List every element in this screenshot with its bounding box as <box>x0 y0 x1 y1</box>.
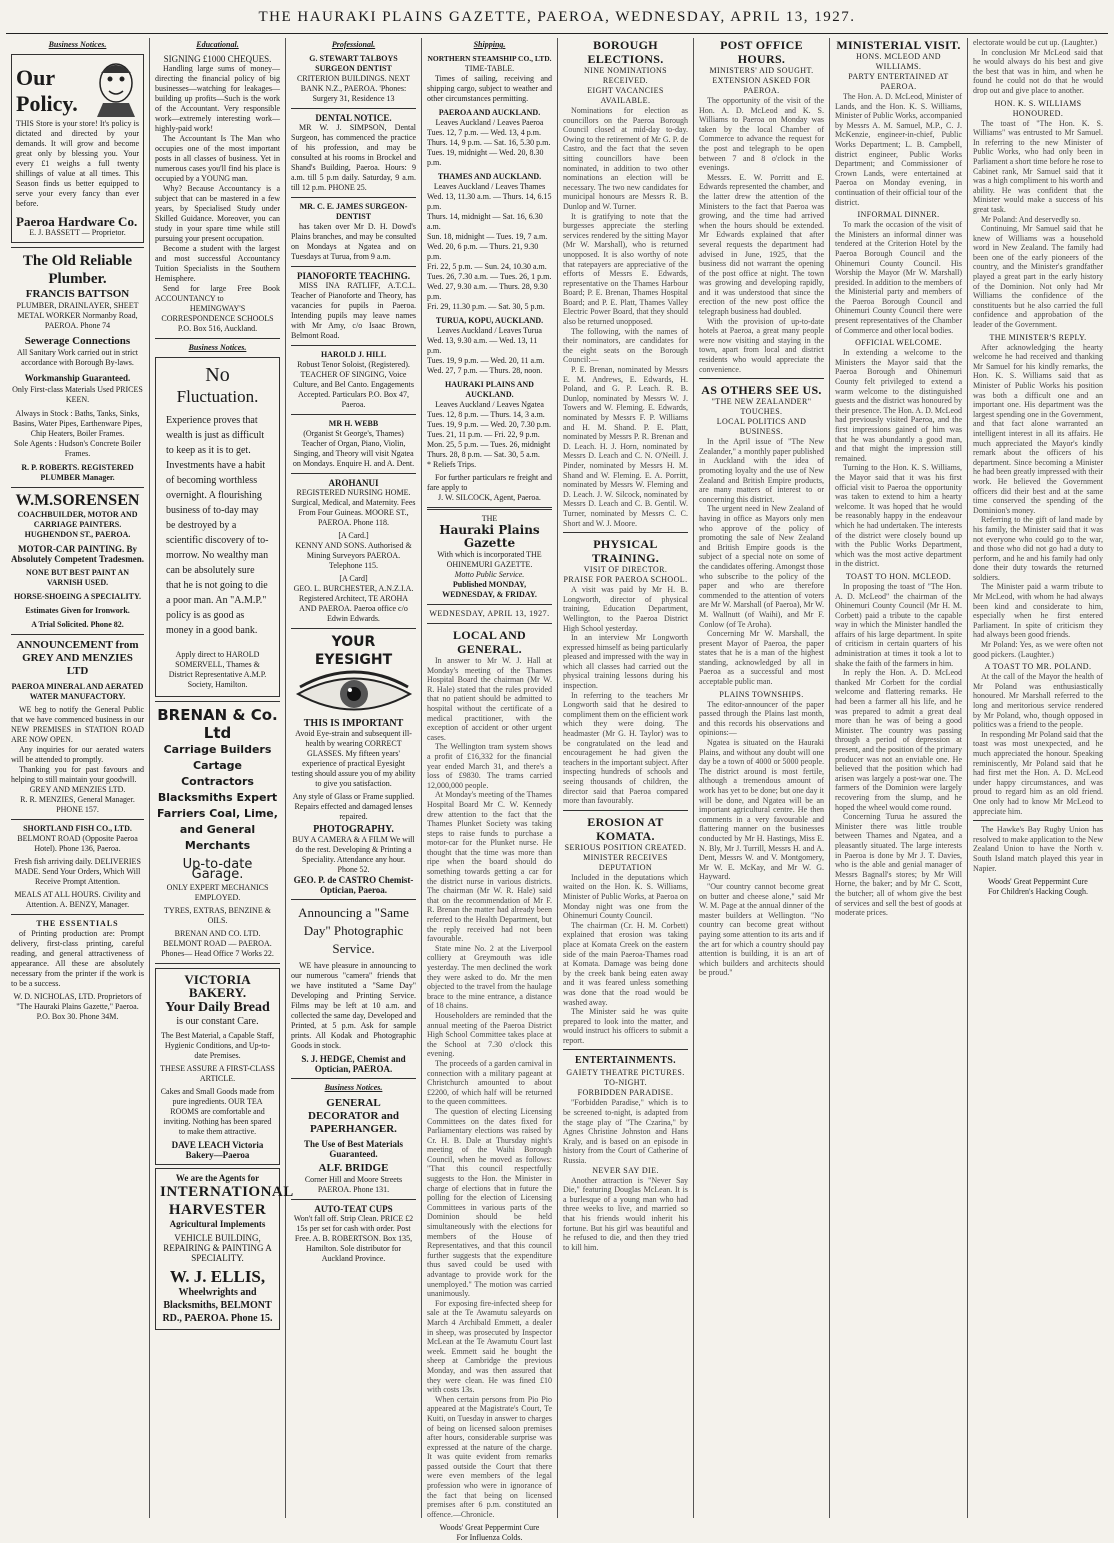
times-text: Times of sailing, receiving and shipping cargo, subject to weather and other circumstances permitting. <box>427 74 552 103</box>
hill-name: HAROLD J. HILL <box>320 350 387 359</box>
article-paragraph: Mr Poland: Yes, as we were often not good pickers. (Laughter.) <box>973 640 1103 659</box>
minister-subheading: MINISTER RECEIVES DEPUTATION <box>583 852 668 872</box>
serious-subheading: SERIOUS POSITION CREATED. <box>564 842 687 852</box>
ta-row: Wed. 20, 6 p.m. — Thurs. 21, 9.30 p.m. <box>427 242 539 261</box>
motorcar-text: MOTOR-CAR PAINTING. By Absolutely Competent Tradesmen. <box>11 544 144 564</box>
article-paragraph: After acknowledging the hearty welcome he had received and thanking Mr Samuel for his kindly remarks, the Hon. K. S. Williams said that as Minister of Public Works his position was both a difficult one and an important one. His department was the largest spending one in the Government, and that fact alone warranted an intelligent interest in all its affairs. He much appreciated the Mayor's kindly remark about the officers of his department. Since becoming a Minister he had been greatly impressed with their work. He believed the Government officers did their best and at the same time conserved the spending of the Dominion's money. <box>973 342 1103 515</box>
article-paragraph: Ngatea is situated on the Hauraki Plains, and without any doubt will one day be a town of 4000 or 5000 people. The district around is most fertile, although a tremendous amount of work has yet to be done; but one day it will be done, and Ngatea will be an important agricultural centre. He then comments in a very favourable and flattering manner on the businesses conducted by Mr H. Hastings, Miss E. N. Bly, Mr J. Turrill, Messrs H. and A. Dent, Messrs W. and V. Montgomery, Mr W. E. McKay, and Mr W. G. Hayward. <box>699 738 824 882</box>
article-paragraph: Another attraction is "Never Say Die," featuring Douglas McLean. It is a burlesque of a young man who had three weeks to live, and married so that his friends would inherit his fortune. But his girl was beautiful and he refused to die, and then they tried to kill him. <box>563 1175 688 1252</box>
column-4 <box>422 38 558 1543</box>
hardware-name: Paeroa Hardware Co. <box>16 214 138 229</box>
hp-row: Tues. 12, 8 p.m. — Thurs. 14, 3 a.m. <box>427 410 545 419</box>
column-2 <box>150 38 294 1518</box>
burchester-text: GEO. L. BURCHESTER, A.N.Z.I.A. Registered Architect, TE AROHA AND PAEROA. Paeroa office c/o Edwin Edwards. <box>293 584 414 623</box>
article-paragraph: Turning to the Hon. K. S. Williams, the Mayor said that it was his first official visit to Paeroa the opportunity was taken to extend to him a hearty welcome. It was hoped that he would be reasonably happy in the endeavour which he had undertaken. The interests of the district were closely bound up with the Public Works Department, which was the most active department in the district. <box>835 463 962 569</box>
menzies-text: R. R. MENZIES, General Manager. PHONE 157. <box>20 795 135 814</box>
forbidden-subheading: FORBIDDEN PARADISE. <box>577 1088 674 1098</box>
castro-text: GEO. P. de CASTRO Chemist-Optician, Paeroa. <box>293 875 414 895</box>
tk-columns: Leaves Auckland / Leaves Turua <box>437 326 542 335</box>
article-paragraph: Included in the deputations which waited on the Hon. K. S. Williams, Minister of Public Works, at Paeroa on Monday night was one from the Ohinemuri County Council. <box>563 872 688 921</box>
column-7 <box>830 38 968 1518</box>
hill-text: Robust Tenor Soloist, (Registered). TEACHER OF SINGING, Voice Culture, and Bel Canto. Engagements Accepted. Particulars P.O. Box 47, Paeroa. <box>293 360 414 409</box>
garage-heading: Up-to-date Garage. <box>182 857 253 882</box>
sorensen-trade: COACHBUILDER, MOTOR AND CARRIAGE PAINTERS. HUGHENDON ST., PAEROA. <box>17 510 138 539</box>
send-text: Send for large Free Book ACCOUNTANCY to <box>155 284 280 303</box>
james-name: MR. C. E. JAMES SURGEON-DENTIST <box>299 202 408 221</box>
article-paragraph: Messrs. E. W. Porritt and E. Edwards represented the chamber, and the latter drew the attention of the Ministers to the fact that Paeroa was growing, and the time had arrived when the hours should be extended. Mr Edwards explained that after several requests the department had advised in June, 1925, that the business did not warrant the opening of the post office at night. The town was growing and developing rapidly, and it was understood that since the erection of the new post office the telegraph business had doubled. <box>699 172 824 317</box>
plains-subheading: PLAINS TOWNSHIPS. <box>719 689 804 699</box>
caricature-illustration <box>93 59 139 117</box>
ta-row: Tues. 26, 7.30 a.m. — Tues. 26, 1 p.m. <box>427 272 552 281</box>
woods-ad: Woods' Great Peppermint Cure <box>988 877 1088 887</box>
praise-subheading: PRAISE FOR PAEROA SCHOOL. <box>563 575 688 585</box>
woods-ad-sub: For Children's Hacking Cough. <box>987 887 1089 897</box>
article-paragraph: In extending a welcome to the Ministers the Mayor said that the Paeroa Borough and Ohinemuri County felt privileged to extend a warm welcome to the distinguished guests and the district was honoured by their presence. The Hon. A. D. McLeod had previously visited Paeroa, and the first impressions gained of him was that he was abundantly a good man, and that might the impression still remained. <box>835 348 962 463</box>
plumber-heading: The Old Reliable Plumber. <box>22 253 133 287</box>
fluctuation-heading: Fluctuation. <box>176 387 259 406</box>
ellis-name: W. J. ELLIS, <box>169 1267 266 1286</box>
roberts-text: R. P. ROBERTS. REGISTERED PLUMBER Manager. <box>21 463 134 482</box>
article-paragraph: The Hawke's Bay Rugby Union has resolved to make application to the New Zealand Union to have the North v. South Island match played this year in Napier. <box>973 825 1103 873</box>
article-paragraph: P. E. Brenan, nominated by Messrs E. M. Andrews, E. Edwards, H. Poland, and G. P. Leach. R. B. Dunlop, nominated by Messrs W. J. Towers and W. Fleming. E. Edwards, nominated by Messrs F. P. Williams and H. M. Shand. P. E. Platt, nominated by Messrs P. R. Brenan and D. Leach. H. J. Horn, nominated by Messrs D. Leach and C. N. O'Neill. J. Pinder, nominated by Messrs H. M. Shand and W. Fleming. E. A. Porritt, nominated by Messrs W. Fleming and D. Leach. J. W. Silcock, nominated by Messrs D. Leach and C. B. Gentil. W. Turner, nominated by Messrs C. C. Short and W. J. Moore. <box>563 365 688 528</box>
essentials-heading: THE ESSENTIALS <box>36 919 119 928</box>
article-paragraph: The Minister paid a warm tribute to Mr McLeod, with whom he had always been kind and considerate to him, especially when he first entered Parliament. In spite of criticism they had always been good friends. <box>973 582 1103 640</box>
northern-heading: NORTHERN STEAMSHIP CO., LTD. <box>427 54 552 63</box>
card-label: [A Card.] <box>338 531 369 540</box>
victoria-heading: VICTORIA BAKERY. <box>184 972 251 1000</box>
column-6 <box>694 38 830 1518</box>
essentials-text: of Printing production are: Prompt delivery, first-class printing, careful reading, and general attractiveness of appearance. All these are absolutely necessary from the printer if the work is to be a success. <box>11 929 144 988</box>
gm-text: GREY AND MENZIES LTD. <box>29 785 126 794</box>
silcock-text: J. W. SILCOCK, Agent, Paeroa. <box>438 493 541 502</box>
leach-text: DAVE LEACH Victoria Bakery—Paeroa <box>171 1140 264 1160</box>
agents-text: We are the Agents for <box>175 1173 260 1183</box>
sorensen-name: W.M.SORENSEN <box>15 492 140 509</box>
aid-subheading: MINISTERS' AID SOUGHT. <box>709 66 814 75</box>
amp-ad <box>155 357 280 697</box>
talboys-name: G. STEWART TALBOYS SURGEON DENTIST <box>309 54 398 73</box>
honoured-subheading: HON. K. S. WILLIAMS HONOURED. <box>994 98 1082 118</box>
teat-heading: AUTO-TEAT CUPS <box>314 1204 393 1214</box>
important-heading: THIS IS IMPORTANT <box>303 718 404 729</box>
post-office-heading: POST OFFICE HOURS. <box>720 38 803 66</box>
local-paragraph: At Monday's meeting of the Thames Hospital Board Mr C. W. Kennedy drew attention to the fact that the Thames Plunket Society was taking steps to raise funds to purchase a motor-car for the Plunket nurse. He thought that the time was more than ripe when the board should do something towards getting a car for the district nurse in various districts. The chairman (Mr W. R. Hale) said that on the recommendation of Mr F. R. Brenan the matter had already been referred to the Health Department, but the reply received had not been favourable. <box>427 790 552 944</box>
tk-row: Wed. 27, 7 p.m. — Thurs. 28, noon. <box>427 366 543 375</box>
our-policy-heading: Our Policy. <box>16 65 78 116</box>
tyres-text: TYRES, EXTRAS, BENZINE & OILS. <box>164 906 271 925</box>
fluctuation-text: Experience proves that wealth is just as difficult to keep as it is to get. Investments have a habit of becoming worthless overnight. A flourishing business of to-day may be destroyed by a scientific discovery of to-morrow. No wealthy man can be absolutely sure that he is not going to die a poor man. An "A.M.P." policy is as good as money in a good bank. <box>166 415 269 636</box>
battson-name: FRANCIS BATTSON <box>25 288 130 300</box>
article-paragraph: The Hon. A. D. McLeod, Minister of Lands, and the Hon. K. S. Williams, Minister of Public Works, accompanied by Messrs A. M. Samuel, M.P., C. J. McKenzie, engineer-in-chief, Public Works Department; L. B. Campbell, district engineer, Public Works Department; and Commissioner of Crown Lands, were entertained at Paeroa on Monday evening, in continuation of their official tour of the district. <box>835 92 962 207</box>
hardware-ad <box>11 54 144 243</box>
article-paragraph: Referring to the gift of land made by his family, the Minister said that it was not everyone who could go to the war, and those who did not go had a duty to perform, and he and his family had only done their duty towards the returned soldiers. <box>973 515 1103 582</box>
ta-columns: Leaves Auckland / Leaves Thames <box>433 182 546 191</box>
implements-text: Agricultural Implements <box>169 1219 266 1229</box>
local-paragraph: For exposing fire-infected sheep for sale at the Te Awamutu saleyards on March 4 Archibald Emmett, a dealer in sheep, was prosecuted by Inspector McLean at the Te Awamutu Court last week. Emmett said he bought the sheep at Cambridge the previous Monday, and was then assured that they were clean. He was fined £10 with costs 13s. <box>427 1298 552 1395</box>
hp-row: Tues. 19, 9 p.m. — Wed. 20, 7.30 p.m. <box>427 420 552 429</box>
section-heading: Business Notices. <box>324 1083 383 1092</box>
dental-heading: DENTAL NOTICE. <box>315 113 392 123</box>
horse-text: HORSE-SHOEING A SPECIALITY. <box>13 592 142 601</box>
local-paragraph: Householders are reminded that the annual meeting of the Paeroa District High School Committee takes place at the School at 7.30 o'clock this evening. <box>427 1010 552 1059</box>
stock-text: Always in Stock : Baths, Tanks, Sinks, Basins, Water Pipes, Earthenware Pipes, Chip Heaters, Boiler Frames. <box>12 409 143 438</box>
victoria-bakery-ad <box>155 968 280 1165</box>
vehicle-text: VEHICLE BUILDING, REPAIRING & PAINTING A SPECIALITY. <box>163 1233 272 1263</box>
workmanship-heading: Workmanship Guaranteed. <box>24 373 131 383</box>
hp-columns: Leaves Auckland / Leaves Ngatea <box>435 400 544 409</box>
article-paragraph: The editor-announcer of the paper passed through the Plains last month, and this records his observations and opinions:— <box>699 699 824 738</box>
hedge-text: S. J. HEDGE, Chemist and Optician, PAEROA. <box>301 1054 406 1074</box>
poland-subheading: A TOAST TO MR. POLAND. <box>984 662 1092 672</box>
cheques-text: Handling large sums of money—directing the financial policy of big businesses—watching for leakages—building up profits—Such is the work of the Accountant. Very responsible work—extremely interesting work—highly-paid work! <box>155 64 280 133</box>
piano-heading: PIANOFORTE TEACHING. <box>296 271 411 281</box>
become-text: Become a student with the largest and most successful Accountancy Tuition Specialists in the Southern Hemisphere. <box>155 244 280 283</box>
mechanics-text: ONLY EXPERT MECHANICS EMPLOYED. <box>166 883 269 902</box>
cakes-text: Cakes and Small Goods made from pure ingredients. OUR TEA ROOMS are comfortable and inviting. Nothing has been spared to make them attractive. <box>160 1087 275 1136</box>
arohanui-text: REGISTERED NURSING HOME. Surgical, Medical, and Maternity. Fees From Four Guineas. MOORE ST., PAEROA. Phone 118. <box>291 488 416 527</box>
announcement-heading: ANNOUNCEMENT from GREY AND MENZIES LTD <box>16 639 139 677</box>
nicholas-text: W. D. NICHOLAS, LTD. Proprietors of "The Hauraki Plains Gazette," Paeroa. P.O. Box 30. Phone 34M. <box>13 992 142 1021</box>
article-paragraph: In reply the Hon. A. D. McLeod thanked Mr Corbett for the cordial welcome and flattering remarks. He had been a farmer all his life, and he was prepared to admit a great deal more than he was of being a good Minister. The country was passing through a period of depression at present, and the position of the primary producer was not an enviable one. He believed that the position which had arisen was largely a post-war one. The farmers of the Dominion were largely recovering from the slump, and he hoped the wheel would come round. <box>835 668 962 812</box>
fish-text: Fresh fish arriving daily. DELIVERIES MADE. Send Your Orders, Which Will Receive Prompt Attention. <box>14 857 141 886</box>
informal-subheading: INFORMAL DINNER. <box>857 210 940 220</box>
style-text: Any style of Glass or Frame supplied. Repairs effected and damaged lenses repaired. <box>292 792 415 821</box>
local-subheading: LOCAL POLITICS AND BUSINESS. <box>716 417 807 437</box>
section-heading: Shipping. <box>473 40 506 49</box>
welcome-subheading: OFFICIAL WELCOME. <box>855 338 942 348</box>
card-label: [A Card] <box>339 574 368 583</box>
meals-text: MEALS AT ALL HOURS. Civility and Attention. A. BENZY, Manager. <box>14 890 141 909</box>
article-paragraph: Nominations for election as councillors on the Paeroa Borough Council closed at mid-day to-day. Owing to the retirement of Mr G. P. de Castro, and the fact that the seven sitting councillors have been nominated, in addition to two other nominations an election will be necessary. The two new candidates for municipal honours are Messrs R. B. Dunlop and W. Turner. <box>563 106 688 211</box>
ellis-ad <box>155 1168 294 1330</box>
article-paragraph: In an interview Mr Longworth expressed himself as being particularly pleased and impressed with the way in which all classes had carried out the physical training lessons during his inspection. <box>563 633 688 691</box>
ext-subheading: EXTENSION ASKED FOR PAEROA. <box>712 76 811 95</box>
apply-text: Apply direct to HAROLD SOMERVELL, Thames & District Representative A.M.P. Society, Hamilton. <box>168 650 267 689</box>
nz-subheading: "THE NEW ZEALANDER" TOUCHES. <box>711 397 812 417</box>
column-5 <box>558 38 694 1518</box>
article-paragraph: The chairman (Cr. H. M. Corbett) explained that erosion was taking place at Komata Creek on the eastern side of the main Paeroa-Thames road at Komata. Damage was being done by the creek bank being eaten away and it was feared unless something was done that the road would be washed away. <box>563 920 688 1007</box>
ta-row: Wed. 13, 11.30 a.m. — Thurs. 14, 6.15 p.m. <box>427 192 552 211</box>
article-paragraph: "Our country cannot become great on butter and cheese alone," said Mr W. M. Page at the annual dinner of the master builders at Wellington. "No country can become great without paying some attention to its arts and if the art for which a country should pay attention is building, it is an art of which builders and architects should be proud." <box>699 881 824 978</box>
never-subheading: NEVER SAY DIE. <box>592 1165 659 1175</box>
column-3 <box>286 38 422 1518</box>
section-heading: Business Notices. <box>48 40 107 49</box>
erosion-heading: EROSION AT KOMATA. <box>587 814 664 843</box>
pa-heading: PAEROA AND AUCKLAND. <box>438 108 541 117</box>
james-text: has taken over Mr D. H. Dowd's Plains branches, and may be consulted on Mondays at Ngatea and on Tuesdays at Turua, from 9 a.m. <box>291 222 416 261</box>
article-paragraph: The Minister said he was quite prepared to look into the matter, and would instruct his officers to submit a report. <box>563 1007 688 1045</box>
section-heading: Educational. <box>196 40 239 49</box>
hp-row: Mon. 25, 5 p.m. — Tues. 26, midnight <box>427 440 551 449</box>
gazette-title: Hauraki Plains Gazette <box>439 523 540 550</box>
brenan-phones: Phones— Head Office 7 Works 22. <box>161 949 274 958</box>
workmanship-text: Only First-class Materials Used PRICES KEEN. <box>12 385 143 404</box>
ministerial-heading: MINISTERIAL VISIT. <box>836 38 961 52</box>
reply-subheading: THE MINISTER'S REPLY. <box>989 332 1087 342</box>
article-paragraph: Mr Poland: And deservedly so. <box>981 214 1081 224</box>
pa-columns: Leaves Auckland / Leaves Paeroa <box>435 118 544 127</box>
dental-text: MR W. J. SIMPSON, Dental Surgeon, has commenced the practice of his profession, and may be consulted at his rooms in Brockel and Shand's Building, Paeroa. Hours: 9 a.m. till 5 p.m daily. Saturday, 9 a.m. till 12 p.m. PHONE 25. <box>291 123 416 192</box>
article-paragraph: electorate would be cut up. (Laughter.) <box>973 38 1098 47</box>
ironwork-text: Estimates Given for Ironwork. <box>25 606 130 615</box>
arohanui-heading: AROHANUI <box>328 478 379 488</box>
pa-row: Tues. 12, 7 p.m. — Wed. 13, 4 p.m. <box>427 128 542 137</box>
policy-text: THIS Store is your store! It's policy is dictated and directed by your demands. It will grow and become great only by blessing you. Your every £1 weighs a full twenty shillings of value at all times. This Season finds us better equipped to serve your every fancy than ever before. <box>16 119 139 208</box>
tonight-subheading: TO-NIGHT. <box>603 1078 648 1088</box>
published-text: Published MONDAY, WEDNESDAY, & FRIDAY. <box>442 580 537 599</box>
mineral-heading: PAEROA MINERAL AND AERATED WATER MANUFACTORY. <box>11 682 144 701</box>
hp-row: Tues. 21, 11 p.m. — Fri. 22, 9 p.m. <box>427 430 540 439</box>
section-heading: Business Notices. <box>188 343 247 352</box>
physical-heading: PHYSICAL TRAINING. <box>591 537 660 566</box>
issue-date: WEDNESDAY, APRIL 13, 1927. <box>429 609 550 618</box>
party-subheading: PARTY ENTERTAINED AT PAEROA. <box>848 72 949 91</box>
timetable-heading: TIME-TABLE. <box>464 64 515 73</box>
woods-ad-sub: For Influenza Colds. <box>456 1533 523 1543</box>
materials-text: The Use of Best Materials Guaranteed. <box>304 1139 403 1159</box>
agents-text: Sole Agents : Hudson's Concrete Boiler Frames. <box>14 439 141 458</box>
local-heading: LOCAL AND GENERAL. <box>452 628 527 656</box>
bridge-address: Corner Hill and Moore Streets PAEROA. Phone 131. <box>304 1175 403 1194</box>
photo-text: BUY A CAMERA & A FILM We will do the rest. Developing & Printing a Speciality. Attendance any hour. Phone 52. <box>292 835 415 874</box>
gaiety-subheading: GAIETY THEATRE PICTURES. <box>566 1068 685 1078</box>
motto-text: Motto Public Service. <box>454 570 525 579</box>
battson-trade: PLUMBER, DRAINLAYER, SHEET METAL WORKER Normanby Road, PAEROA. Phone 74 <box>16 301 139 330</box>
entertainments-heading: ENTERTAINMENTS. <box>575 1055 676 1067</box>
sameday-text: WE have pleasure in announcing to our numerous "camera" friends that we have instituted a "Same Day" Developing and Printing Service. Films may be left at 10 a.m. and collected the same day, Developed and Printed, at 5 p.m. Ask for sample prints. All Kodak and Photographic Goods in stock. <box>291 961 416 1050</box>
paint-text: NONE BUT BEST PAINT AN VARNISH USED. <box>26 568 129 587</box>
decorator-heading: GENERAL DECORATOR and PAPERHANGER. <box>308 1097 399 1135</box>
article-paragraph: The following, with the names of their nominators, are candidates for the eight seats on the Borough Council:— <box>563 326 688 365</box>
best-text: The Best Material, a Capable Staff, Hygienic Conditions, and Up-to-date Premises. <box>161 1031 274 1060</box>
article-paragraph: In the April issue of "The New Zealander," a monthly paper published in Auckland with the idea of promoting loyalty and the use of New Zealand and British Empire products, are many matters of interest to or concerning this district. <box>699 437 824 504</box>
brenan-lines: Carriage Builders Cartage Contractors Blacksmiths Expert Farriers Coal, Lime, and General Merchants <box>157 743 278 852</box>
article-paragraph: The urgent need in New Zealand of having in office as Mayors only men who approve of the policy of promoting the sale of New Zealand and British Empire goods is the subject of a special note on some of the candidates offering. Amongst those who subscribe to the policy of the paper and who are therefore commended to the attention of voters are Mr W. Marshall (of Paeroa), Mr W. M. Wallnutt (of Waihi), and Mr F. Conlow (of Te Aroha). <box>699 504 824 629</box>
bread-heading: Your Daily Bread <box>165 1000 270 1015</box>
section-heading: Professional. <box>331 40 376 49</box>
local-paragraph: State mine No. 2 at the Liverpool colliery at Greymouth was idle yesterday. The men declined the work they were asked to do. Mr the men objected to the travel from the haulage brace to the mine entrance, a distance of 18 chains. <box>427 943 552 1011</box>
article-paragraph: The toast of "The Hon. K. S. Williams" was entrusted to Mr Samuel. In referring to the new Minister of Public Works, who had only been in Parliament a short time before he rose to Cabinet rank, Mr Samuel said that it was a high compliment to his worth and ability. He was confident that the Minister would make a success of his great task. <box>973 118 1103 214</box>
article-paragraph: "Forbidden Paradise," which is to be screened to-night, is adapted from the stage play of "The Czarina," by Agnes Christine Johnston and Hans Kraly, and is based on an episode in history from the Court of Catherine of Russia. <box>563 1098 688 1166</box>
eyesight-heading: YOUR EYESIGHT <box>314 634 393 668</box>
tk-row: Tues. 19, 9 p.m. — Wed. 20, 11 a.m. <box>427 356 545 365</box>
thanking-text: Thanking you for past favours and helping to still maintain your goodwill. <box>11 765 144 784</box>
trial-text: A Trial Solicited. Phone 82. <box>31 620 124 629</box>
others-heading: AS OTHERS SEE US. <box>701 383 822 398</box>
tk-row: Wed. 13, 9.30 a.m. — Wed. 13, 11 p.m. <box>427 336 538 355</box>
eye-text: Avoid Eye-strain and subsequent ill-health by wearing CORRECT GLASSES. My fifteen years' experience of practical Eyesight testing should assure you of my ability to give you satisfaction. <box>291 729 416 788</box>
article-paragraph: In proposing the toast of "The Hon. A. D. McLeod" the chairman of the Ohinemuri County Council (Mr H. M. Corbett) paid a tribute to the capable way in which the Minister handled the affairs of his large department. In spite of criticism in certain quarters of his administration at times it took a lot to shake the faith of the farmers in him. <box>835 581 962 668</box>
ta-row: Sun. 18, midnight — Tues. 19, 7 a.m. <box>427 232 548 241</box>
local-paragraph: In answer to Mr W. J. Hall at Monday's meeting of the Thames Hospital Board the chairman (Mr W. R. Hale) stated that the rules provided that no patient should be admitted to hospital without the certificate of a medical practitioner, with the exception of accident or other urgent cases. <box>427 656 552 742</box>
article-paragraph: The opportunity of the visit of the Hon. A. D. McLeod and K. S. Williams to Paeroa on Monday was taken by the local Chamber of Commerce to advance the request for the post and telegraph to be open between 7 and 8 o'clock in the evenings. <box>699 96 824 173</box>
sameday-heading: Announcing a "Same Day" Photographic Service. <box>298 905 409 956</box>
eye-illustration <box>294 671 414 717</box>
article-paragraph: Concerning Turua he assured the Minister there was little trouble between Thames and Ngatea, and a pleasantly situated. The large interests in Paeroa is done by Mr J. T. Davies, who is the able and genial manager of Messrs Bagnall's stores; by Mr Will Horne, the baker; and by Mr C. Scott, the butcher; all of whom give the best of services and sell the best of goods at moderate prices. <box>835 812 962 918</box>
three-text: THESE ASSURE A FIRST-CLASS ARTICLE. <box>160 1064 275 1083</box>
ta-row: Fri. 22, 5 p.m. — Sun. 24, 10.30 a.m. <box>427 262 547 271</box>
constant-text: is our constant Care. <box>176 1016 259 1027</box>
sewerage-text: All Sanitary Work carried out in strict accordance with Borough By-laws. <box>17 348 138 367</box>
woods-ad: Woods' Great Peppermint Cure <box>439 1523 540 1533</box>
hp-heading: HAURAKI PLAINS AND AUCKLAND. <box>445 380 534 399</box>
bridge-name: ALF. BRIDGE <box>318 1162 389 1174</box>
local-paragraph: When certain persons from Pio Pio appeared at the Magistrate's Court, Te Kuiti, on Tuesday in answer to charges of being on licensed saloon premises after hours, considerable surprise was expressed at the nature of the charge. It was quite evident from remarks passed outside the Court that there were even members of the legal profession who were in ignorance of the fact that being on licensed premises after 6 p.m. constituted an offence.—Chronicle. <box>427 1394 552 1519</box>
nine-subheading: NINE NOMINATIONS RECEIVED. <box>583 66 668 85</box>
ta-row: Fri. 29, 11.30 p.m. — Sat. 30, 5 p.m. <box>427 302 545 311</box>
borough-heading: BOROUGH ELECTIONS. <box>587 38 664 66</box>
hardware-proprietor: E. J. BASSETT — Proprietor. <box>29 228 126 237</box>
eight-subheading: EIGHT VACANCIES AVAILABLE. <box>587 86 664 105</box>
shortland-name: SHORTLAND FISH CO., LTD. <box>23 824 132 833</box>
sewerage-heading: Sewerage Connections <box>24 335 131 347</box>
article-paragraph: A visit was paid by Mr H. B. Longworth, director of physical training, Education Department, Wellington, to the Paeroa District High School yesterday. <box>563 585 688 633</box>
hp-row: Thurs. 28, 8 p.m. — Sat. 30, 5 a.m. <box>427 450 540 459</box>
visit-subheading: VISIT OF DIRECTOR. <box>583 565 668 575</box>
photo-heading: PHOTOGRAPHY. <box>313 824 394 835</box>
masthead-rule <box>6 33 1108 34</box>
why-text: Why? Because Accountancy is a subject that can be mastered in a few years, by Specialised Study under Skilled Guidance. Moreover, you can study in your spare time while still pursuing your present occupation. <box>155 184 280 243</box>
talboys-address: CRITERION BUILDINGS. NEXT BANK N.Z., PAEROA. 'Phones: Surgery 31, Residence 13 <box>296 74 411 103</box>
mineral-text: WE beg to notify the General Public that we have commenced business in our NEW PREMISES in STATION ROAD ARE NOW OPEN. <box>11 705 144 744</box>
harvester-heading: INTERNATIONAL HARVESTER <box>160 1184 294 1218</box>
article-paragraph: It is gratifying to note that the burgesses appreciate the sterling services rendered by the sitting Mayor (Mr W. Marshall), who is returned unopposed. It is also worthy of note that ratepayers are appreciative of the efforts of Messrs E. Edwards, representative on the Thames Harbour Board; P. E. Brenan, Thames Hospital Board; and P. E. Platt, Thames Valley Electric Power Board, that they should also be returned unopposed. <box>563 211 688 327</box>
tk-heading: TURUA, KOPU, AUCKLAND. <box>435 316 544 325</box>
brenan-address: BRENAN AND CO. LTD. BELMONT ROAD — PAEROA. <box>163 929 272 948</box>
inquiries-text: Any inquiries for our aerated waters will be attended to promptly. <box>11 745 144 764</box>
kenny-text: KENNY AND SONS. Authorised & Mining Surveyors PAEROA. Telephone 115. <box>295 541 412 570</box>
ta-heading: THAMES AND AUCKLAND. <box>437 172 542 181</box>
toast-subheading: TOAST TO HON. MCLEOD. <box>845 571 952 581</box>
column-8 <box>968 38 1108 1518</box>
article-paragraph: Continuing, Mr Samuel said that he knew of Williams was a household word in New Zealand. The family had been one of the early pioneers of the country, and the Minister's grandfather played a great part in the early history of the Dominion. Not only had Mr Williams the confidence of the constituents but he also carried the full confidence and approbation of the leader of the Government. <box>973 224 1103 330</box>
article-paragraph: At the call of the Mayor the health of Mr Poland was enthusiastically honoured. Mr Marshall referred to the long and meritorious service rendered by Mr Poland, who, though opposed in politics was a friend to the people. <box>973 672 1103 730</box>
masthead <box>0 2 1114 32</box>
brenan-heading: BRENAN & Co. Ltd <box>157 706 278 742</box>
accountant-text: The Accountant Is The Man who occupies one of the most important posts in all classes of business. Yet in numerous cases you'll find his place is occupied by a YOUNG man. <box>155 134 280 183</box>
column-1 <box>6 38 150 1518</box>
local-paragraph: The question of electing Licensing Committees on the dates fixed for Parliamentary elections was raised by Cr. H. B. Dale at Thursday night's meeting of the Waihi Borough Council, when he moved as follows: "That this council respectfully suggests to the Hon. the Minister in charge of elections that in future the polling for the election of Licensing Committees in various parts of the Dominion should be held simultaneously with the elections for members of the House of Representatives, and that this council further suggests that the expenditure thus saved could be used with advantage to provide work for the unemployed." The motion was carried unanimously. <box>427 1106 552 1299</box>
cheques-heading: SIGNING £1000 CHEQUES. <box>163 54 272 64</box>
pa-row: Thurs. 14, 9 p.m. — Sat. 16, 5.30 p.m. <box>427 138 551 147</box>
shortland-text: BELMONT ROAD (Opposite Paeroa Hotel). Phone 136, Paeroa. <box>17 834 138 853</box>
article-paragraph: To mark the occasion of the visit of the Ministers an informal dinner was tendered at the Criterion Hotel by the Paeroa Borough Council and the Ohinemuri County Council. His Worship the Mayor (Mr W. Marshall) presided. In addition to the members of the Ministerial party and members of the Paeroa Borough Council and Ohinemuri County Council there were present representatives of the Chamber of Commerce and other local bodies. <box>835 220 962 335</box>
pa-row: Tues. 19, midnight — Wed. 20, 8.30 p.m. <box>427 148 544 167</box>
ta-row: Wed. 27, 9.30 a.m. — Thurs. 28, 9.30 p.m. <box>427 282 548 301</box>
piano-text: MISS INA RATLIFF, A.T.C.L. Teacher of Pianoforte and Theory, has vacancies for pupils in Paeroa. Intending pupils may leave names with Mr Amy, c/o Isaac Brown, Belmont Road. <box>291 281 416 340</box>
article-paragraph: In referring to the teachers Mr Longworth said that he desired to compliment them on the efficient work which they were doing. The headmaster (Mr G. H. Taylor) was to be congratulated on the lead and encouragement he had given the teachers in the important subject. After inspecting hundreds of schools and seeing thousands of children, the director said that Paeroa compared more than favourably. <box>563 690 688 806</box>
webb-text: (Organist St George's, Thames) Teacher of Organ, Piano, Violin, Singing, and Theory will visit Ngatea on Mondays. Enquire H. and A. Dent. <box>292 429 415 468</box>
local-paragraph: The proceeds of a garden carnival in connection with a military pageant at Christchurch amounted to about £2200, of which half will be returned to the queen committees. <box>427 1058 552 1107</box>
local-paragraph: The Wellington tram system shows a profit of £16,332 for the financial year ended March 31, and there's a loss of £9830. The trams carried 12,000,000 people. <box>427 742 552 790</box>
article-paragraph: In responding Mr Poland said that the toast was most unexpected, and he much appreciated the honour. Speaking reminiscently, Mr Poland said that he had first met the Hon. A. D. McLeod under happy circumstances, and was proud to regard him as an old friend. One only had to know Mr McLeod to appreciate him. <box>973 729 1103 816</box>
relief-text: * Reliefs Trips. <box>427 460 477 469</box>
article-paragraph: Concerning Mr W. Marshall, the present Mayor of Paeroa, the paper states that he is a man of the highest standing, acknowledged by all in Paeroa as a successful and most acceptable public man. <box>699 629 824 687</box>
hons-subheading: HONS. MCLEOD AND WILLIAMS. <box>856 52 941 71</box>
freight-text: For further particulars re freight and fare apply to <box>427 473 552 492</box>
ta-row: Thurs. 14, midnight — Sat. 16, 6.30 a.m. <box>427 212 543 231</box>
the-label: THE <box>481 514 498 523</box>
masthead-title: THE HAURAKI PLAINS GAZETTE, PAEROA, WEDNESDAY, APRIL 13, 1927. <box>258 9 856 25</box>
ellis-trade: Wheelwrights and Blacksmiths, BELMONT RD., PAEROA. Phone 15. <box>162 1287 273 1324</box>
no-heading: No <box>205 364 230 386</box>
hemingway-text: HEMINGWAY'S CORRESPONDENCE SCHOOLS P.O. Box 516, Auckland. <box>161 304 274 333</box>
incorporated-text: With which is incorporated THE OHINEMURI GAZETTE. <box>437 550 542 569</box>
article-paragraph: With the provision of up-to-date hotels at Paeroa, a great many people were now visiting and staying in the town, apart from local and district residents who would appreciate the convenience. <box>699 316 824 374</box>
webb-name: MR H. WEBB <box>328 419 379 428</box>
article-paragraph: In conclusion Mr McLeod said that he would always do his best and give the best that was in him, and when he found he could not do that he would drop out and give place to another. <box>973 47 1103 95</box>
teat-text: Won't fall off. Strip Clean. PRICE £2 15s per set for cash with order. Post Free. A. B. ROBERTSON. Box 135, Hamilton. Sole distributor for Auckland Province. <box>293 1214 414 1263</box>
